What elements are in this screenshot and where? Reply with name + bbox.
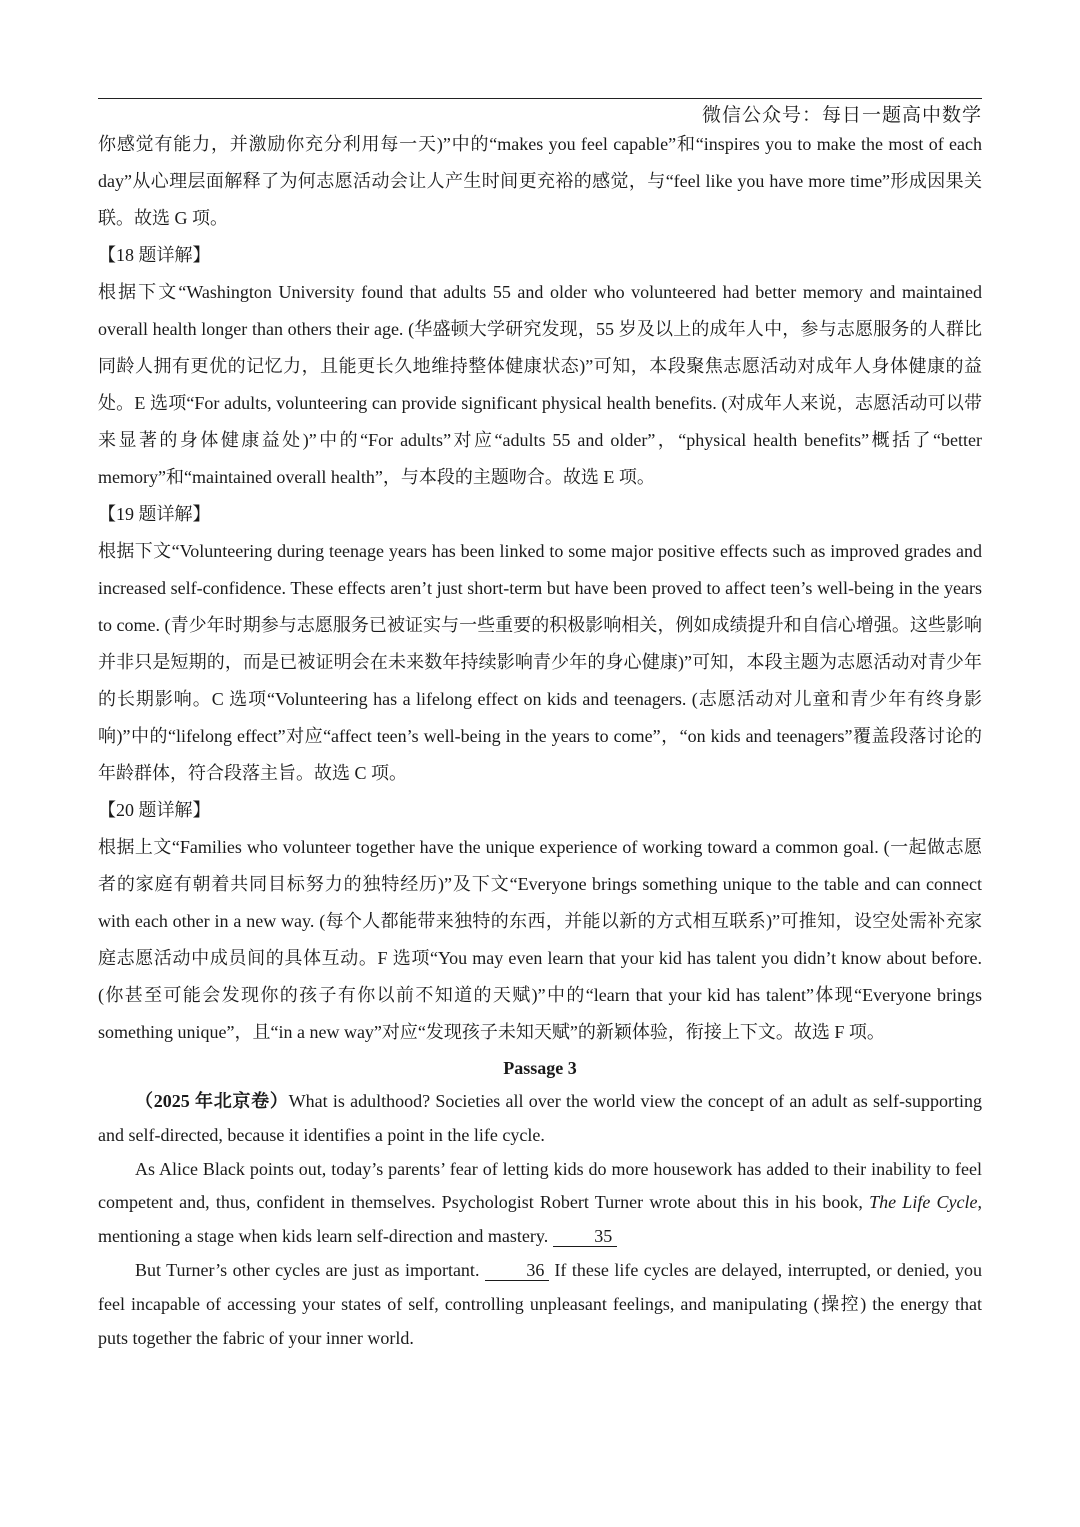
page-content [98, 126, 982, 1355]
exam-source-tag: （2025 年北京卷） [135, 1091, 289, 1111]
blank-36: 36 [485, 1260, 549, 1281]
passage-3-paragraph-1 [98, 1085, 982, 1153]
q20-explanation: 根据上文“Families who volunteer together have the unique experience of working toward a common goal. (一起做志愿者的家庭有朝着共同目标努力的独特经历)”及下文“Everyone brings something unique to the table and can connect with each other in a new way. (每个人都能带来独特的东西，并能以新的方式相互联系)”可推知，设空处需补充家庭志愿活动中成员间的具体互动。F 选项“You may even learn that your kid has talent you didn’t know about before. (你甚至可能会发现你的孩子有你以前不知道的天赋)”中的“learn that your kid has talent”体现“Everyone brings something unique”，且“in a new way”对应“发现孩子未知天赋”的新颖体验，衔接上下文。故选 F 项。 [98, 837, 982, 1042]
passage-3-title: Passage 3 [503, 1058, 577, 1078]
q20-heading: 【20 题详解】 [98, 800, 211, 820]
q18-explanation: 根据下文“Washington University found that adults 55 and older who volunteered had better memory and maintained overall health longer than others their age. (华盛顿大学研究发现，55 岁及以上的成年人中，参与志愿服务的人群比同龄人拥有更优的记忆力，且能更长久地维持整体健康状态)”可知，本段聚焦志愿活动对成年人身体健康的益处。E 选项“For adults, volunteering can provide significant physical health benefits. (对成年人来说，志愿活动可以带来显著的身体健康益处)”中的“For adults”对应“adults 55 and older”，“physical health benefits”概括了“better memory”和“maintained overall health”，与本段的主题吻合。故选 E 项。 [98, 282, 982, 487]
paragraph-2-text-start: As Alice Black points out, today’s parents’ fear of letting kids do more housework has added to their inability to feel competent and, thus, confident in themselves. Psychologist Robert Turner wrote about this in his book, [98, 1158, 982, 1213]
passage-3-paragraph-2 [98, 1153, 982, 1254]
header-source-label: 微信公众号：每日一题高中数学 [701, 105, 982, 126]
blank-35: 35 [553, 1226, 617, 1247]
paragraph-3-text-end: If these life cycles are delayed, interrupted, or denied, you feel incapable of accessing your states of self, controlling unpleasant feelings, and manipulating (操控) the energy that puts together the fabric of your inner world. [98, 1259, 982, 1348]
paragraph-1-text: What is adulthood? Societies all over the world view the concept of an adult as self-supporting and self-directed, because it identifies a point in the life cycle. [98, 1091, 983, 1145]
q19-explanation: 根据下文“Volunteering during teenage years has been linked to some major positive effects such as improved grades and increased self-confidence. These effects aren’t just short-term but have been proved to affect teen’s well-being in the years to come. (青少年时期参与志愿服务已被证实与一些重要的积极影响相关，例如成绩提升和自信心增强。这些影响并非只是短期的，而是已被证明会在未来数年持续影响青少年的身心健康)”可知，本段主题为志愿活动对青少年的长期影响。C 选项“Volunteering has a lifelong effect on kids and teenagers. (志愿活动对儿童和青少年有终身影响)”中的“lifelong effect”对应“affect teen’s well-being in the years to come”，“on kids and teenagers”覆盖段落讨论的年龄群体，符合段落主旨。故选 C 项。 [98, 541, 982, 783]
q17-explanation-tail: 你感觉有能力，并激励你充分利用每一天)”中的“makes you feel capable”和“inspires you to make the most of each day”从心理层面解释了为何志愿活动会让人产生时间更充裕的感觉，与“feel like you have more time”形成因果关联。故选 G 项。 [98, 134, 982, 228]
q18-heading: 【18 题详解】 [98, 245, 211, 265]
q19-heading: 【19 题详解】 [98, 504, 211, 524]
header-rule [98, 98, 982, 99]
paragraph-2-text-end: , mentioning a stage when kids learn self-direction and mastery. [98, 1192, 982, 1247]
passage-3-paragraph-3 [98, 1254, 982, 1355]
paragraph-3-text-start: But Turner’s other cycles are just as important. [135, 1259, 485, 1280]
book-title: The Life Cycle [869, 1192, 978, 1213]
